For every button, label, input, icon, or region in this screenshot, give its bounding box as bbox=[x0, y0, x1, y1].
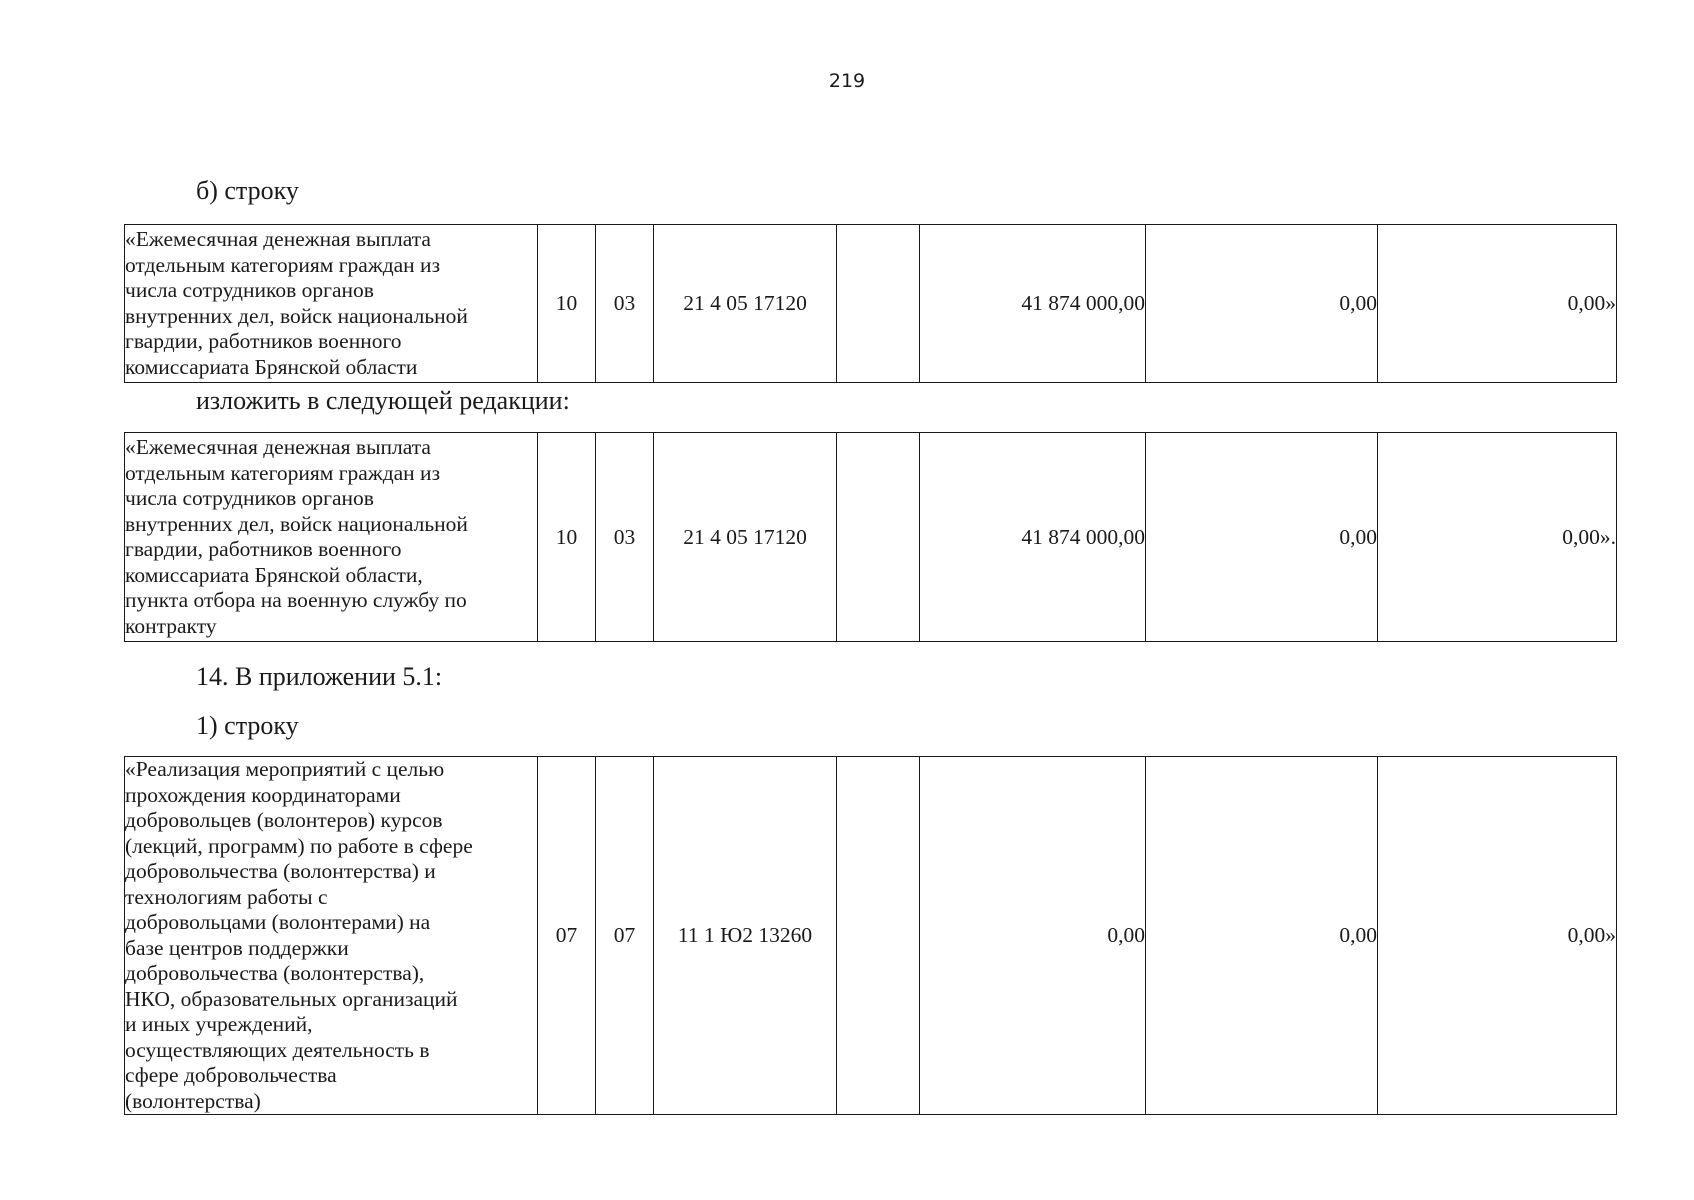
section-code-cell: 07 bbox=[538, 757, 596, 1115]
subsection-code-cell: 07 bbox=[596, 757, 654, 1115]
description-line: числа сотрудников органов bbox=[125, 278, 374, 302]
paragraph-line-1: 1) строку bbox=[196, 711, 299, 740]
description-line: отдельным категориям граждан из bbox=[125, 460, 441, 485]
description-line: гвардии, работников военного bbox=[125, 537, 402, 561]
expense-type-cell bbox=[837, 225, 920, 383]
description-line: гвардии, работников военного bbox=[125, 329, 402, 353]
amount-cell-2: 0,00 bbox=[1146, 433, 1378, 642]
paragraph-edit-intro: изложить в следующей редакции: bbox=[196, 386, 570, 415]
description-line: технологиям работы с bbox=[125, 884, 328, 909]
budget-table-volunteering bbox=[124, 756, 1617, 1115]
table-row bbox=[125, 225, 1617, 383]
budget-table-revised bbox=[124, 432, 1617, 642]
description-line: добровольцами (волонтерами) на bbox=[125, 910, 431, 934]
amount-cell-3: 0,00». bbox=[1378, 433, 1617, 642]
page-number: 219 bbox=[828, 70, 866, 92]
description-line: (лекций, программ) по работе в сфере bbox=[125, 833, 473, 858]
description-line: сфере добровольчества bbox=[125, 1063, 337, 1087]
paragraph-line-b: б) строку bbox=[196, 176, 299, 205]
row-description bbox=[125, 433, 538, 642]
description-line: «Ежемесячная денежная выплата bbox=[125, 227, 431, 251]
section-code-cell: 10 bbox=[538, 433, 596, 642]
description-line: осуществляющих деятельность в bbox=[125, 1037, 430, 1062]
table-row bbox=[125, 433, 1617, 642]
description-line: комиссариата Брянской области bbox=[125, 354, 418, 379]
target-article-cell: 21 4 05 17120 bbox=[654, 225, 837, 383]
description-line: добровольчества (волонтерства), bbox=[125, 961, 425, 985]
amount-cell-1: 41 874 000,00 bbox=[920, 225, 1146, 383]
paragraph-item-14: 14. В приложении 5.1: bbox=[196, 662, 443, 691]
description-line: пункта отбора на военную службу по bbox=[125, 588, 467, 612]
target-article-cell: 21 4 05 17120 bbox=[654, 433, 837, 642]
description-line: числа сотрудников органов bbox=[125, 486, 374, 510]
budget-table-original bbox=[124, 224, 1617, 383]
subsection-code-cell: 03 bbox=[596, 225, 654, 383]
amount-cell-2: 0,00 bbox=[1146, 225, 1378, 383]
description-line: внутренних дел, войск национальной bbox=[125, 511, 468, 536]
description-line: НКО, образовательных организаций bbox=[125, 986, 458, 1011]
description-line: внутренних дел, войск национальной bbox=[125, 303, 468, 328]
section-code-cell: 10 bbox=[538, 225, 596, 383]
description-line: добровольцев (волонтеров) курсов bbox=[125, 808, 443, 832]
description-line: базе центров поддержки bbox=[125, 935, 349, 960]
row-description bbox=[125, 225, 538, 383]
amount-cell-3: 0,00» bbox=[1378, 225, 1617, 383]
description-line: добровольчества (волонтерства) и bbox=[125, 859, 436, 883]
expense-type-cell bbox=[837, 757, 920, 1115]
amount-cell-1: 0,00 bbox=[920, 757, 1146, 1115]
row-description bbox=[125, 757, 538, 1115]
description-line: «Ежемесячная денежная выплата bbox=[125, 435, 431, 459]
description-line: отдельным категориям граждан из bbox=[125, 252, 441, 277]
description-line: комиссариата Брянской области, bbox=[125, 562, 423, 587]
amount-cell-1: 41 874 000,00 bbox=[920, 433, 1146, 642]
description-line: контракту bbox=[125, 613, 217, 638]
target-article-cell: 11 1 Ю2 13260 bbox=[654, 757, 837, 1115]
amount-cell-2: 0,00 bbox=[1146, 757, 1378, 1115]
subsection-code-cell: 03 bbox=[596, 433, 654, 642]
description-line: и иных учреждений, bbox=[125, 1012, 313, 1036]
description-line: «Реализация мероприятий с целью bbox=[125, 757, 445, 781]
table-row bbox=[125, 757, 1617, 1115]
amount-cell-3: 0,00» bbox=[1378, 757, 1617, 1115]
description-line: прохождения координаторами bbox=[125, 782, 401, 807]
description-line: (волонтерства) bbox=[125, 1088, 261, 1113]
expense-type-cell bbox=[837, 433, 920, 642]
